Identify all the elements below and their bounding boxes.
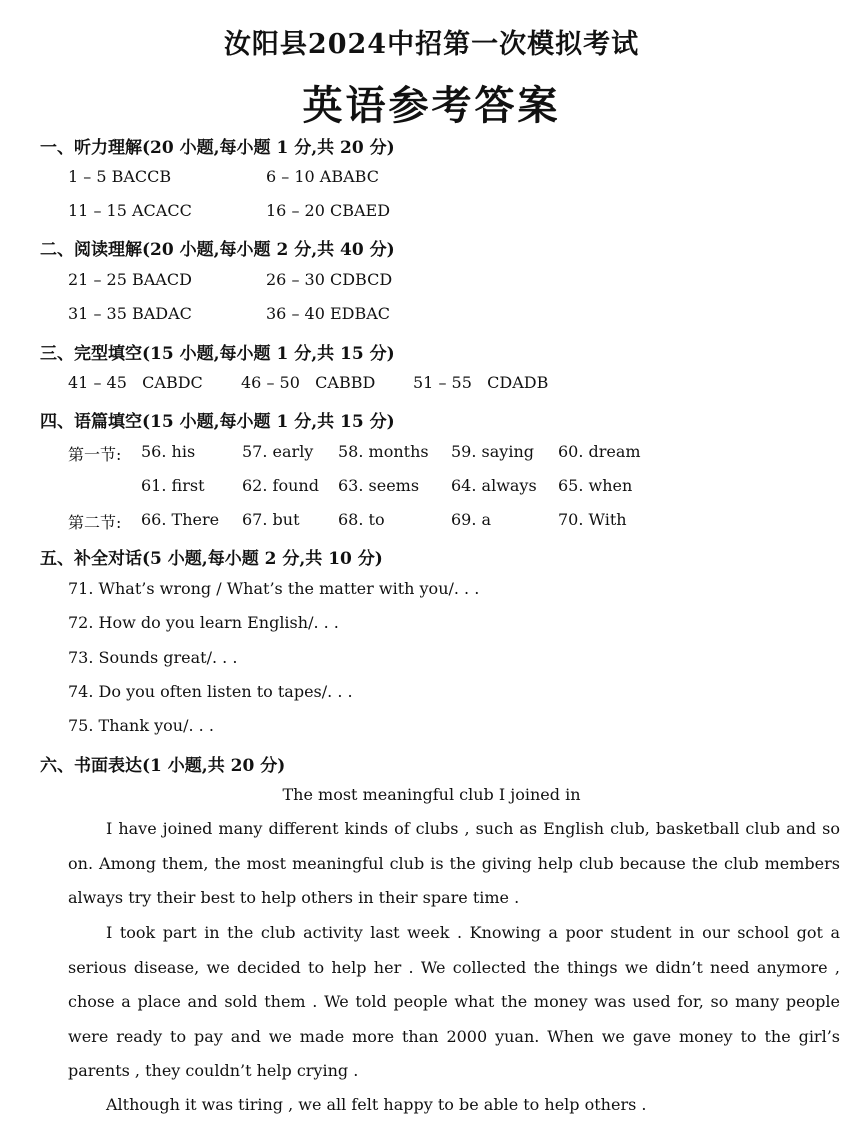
answer-item: 68. to (338, 510, 385, 529)
answer-row: 16 – 20 CBAED (266, 201, 391, 220)
answer-row: 21 – 25 BAACD (68, 270, 192, 289)
answer-item: 66. There (141, 510, 220, 529)
section-passage-fill-heading: 四、语篇填空(15 小题,每小题 1 分,共 15 分) (40, 412, 395, 432)
essay-title: The most meaningful club I joined in (282, 785, 581, 804)
dialogue-answer: 75. Thank you/. . . (68, 716, 214, 735)
part2-label: 第二节: (68, 513, 122, 532)
answer-item: 59. saying (451, 442, 534, 461)
answer-item: 46 – 50 CABBD (241, 373, 376, 392)
essay-paragraph-text: Although it was tiring , we all felt happy to be able to help others . (106, 1095, 647, 1114)
answer-item: 60. dream (558, 442, 641, 461)
section-dialogue-heading: 五、补全对话(5 小题,每小题 2 分,共 10 分) (40, 549, 383, 569)
dialogue-answer: 71. What’s wrong / What’s the matter with you/. . . (68, 579, 480, 598)
answer-item: 64. always (451, 476, 537, 495)
answer-item: 65. when (558, 476, 633, 495)
answer-item: 61. first (141, 476, 205, 495)
answer-item: 70. With (558, 510, 627, 529)
answer-item: 67. but (242, 510, 300, 529)
essay-paragraph-text: I took part in the club activity last week . Knowing a poor student in our school got a serious disease, we decided to help her . We collected the things we didn’t need anymore , chose a place and sold them . We told people what the money was used for, so many people were ready to pay and we made more than 2000 yuan. When we gave money to the girl’s parents , they couldn’t help crying . (68, 923, 840, 1080)
part1-label: 第一节: (68, 445, 122, 464)
dialogue-answer: 72. How do you learn English/. . . (68, 613, 339, 632)
dialogue-answer: 73. Sounds great/. . . (68, 648, 238, 667)
section-listening-heading: 一、听力理解(20 小题,每小题 1 分,共 20 分) (40, 138, 395, 158)
essay-paragraph (68, 1088, 840, 1123)
answer-item: 57. early (242, 442, 314, 461)
answer-item: 51 – 55 CDADB (413, 373, 549, 392)
section-reading-heading: 二、阅读理解(20 小题,每小题 2 分,共 40 分) (40, 240, 395, 260)
answer-item: 41 – 45 CABDC (68, 373, 203, 392)
essay-paragraph (68, 812, 840, 916)
answer-key-title: 英语参考答案 (302, 82, 561, 129)
answer-row: 31 – 35 BADAC (68, 304, 192, 323)
answer-row: 36 – 40 EDBAC (266, 304, 391, 323)
essay-paragraph-text: I have joined many different kinds of clubs , such as English club, basketball club and so on. Among them, the most meaningful club is the giving help club because the club members always try their best to help others in their spare time . (68, 819, 840, 907)
answer-row: 11 – 15 ACACC (68, 201, 192, 220)
section-cloze-heading: 三、完型填空(15 小题,每小题 1 分,共 15 分) (40, 344, 395, 364)
answer-item: 63. seems (338, 476, 420, 495)
section-writing-heading: 六、书面表达(1 小题,共 20 分) (40, 756, 286, 776)
dialogue-answer: 74. Do you often listen to tapes/. . . (68, 682, 353, 701)
answer-item: 69. a (451, 510, 492, 529)
answer-row: 26 – 30 CDBCD (266, 270, 393, 289)
essay-paragraph (68, 916, 840, 1089)
answer-row: 6 – 10 ABABC (266, 167, 379, 186)
answer-item: 58. months (338, 442, 429, 461)
answer-item: 56. his (141, 442, 196, 461)
answer-item: 62. found (242, 476, 319, 495)
exam-title: 汝阳县2024中招第一次模拟考试 (223, 29, 640, 60)
answer-row: 1 – 5 BACCB (68, 167, 172, 186)
